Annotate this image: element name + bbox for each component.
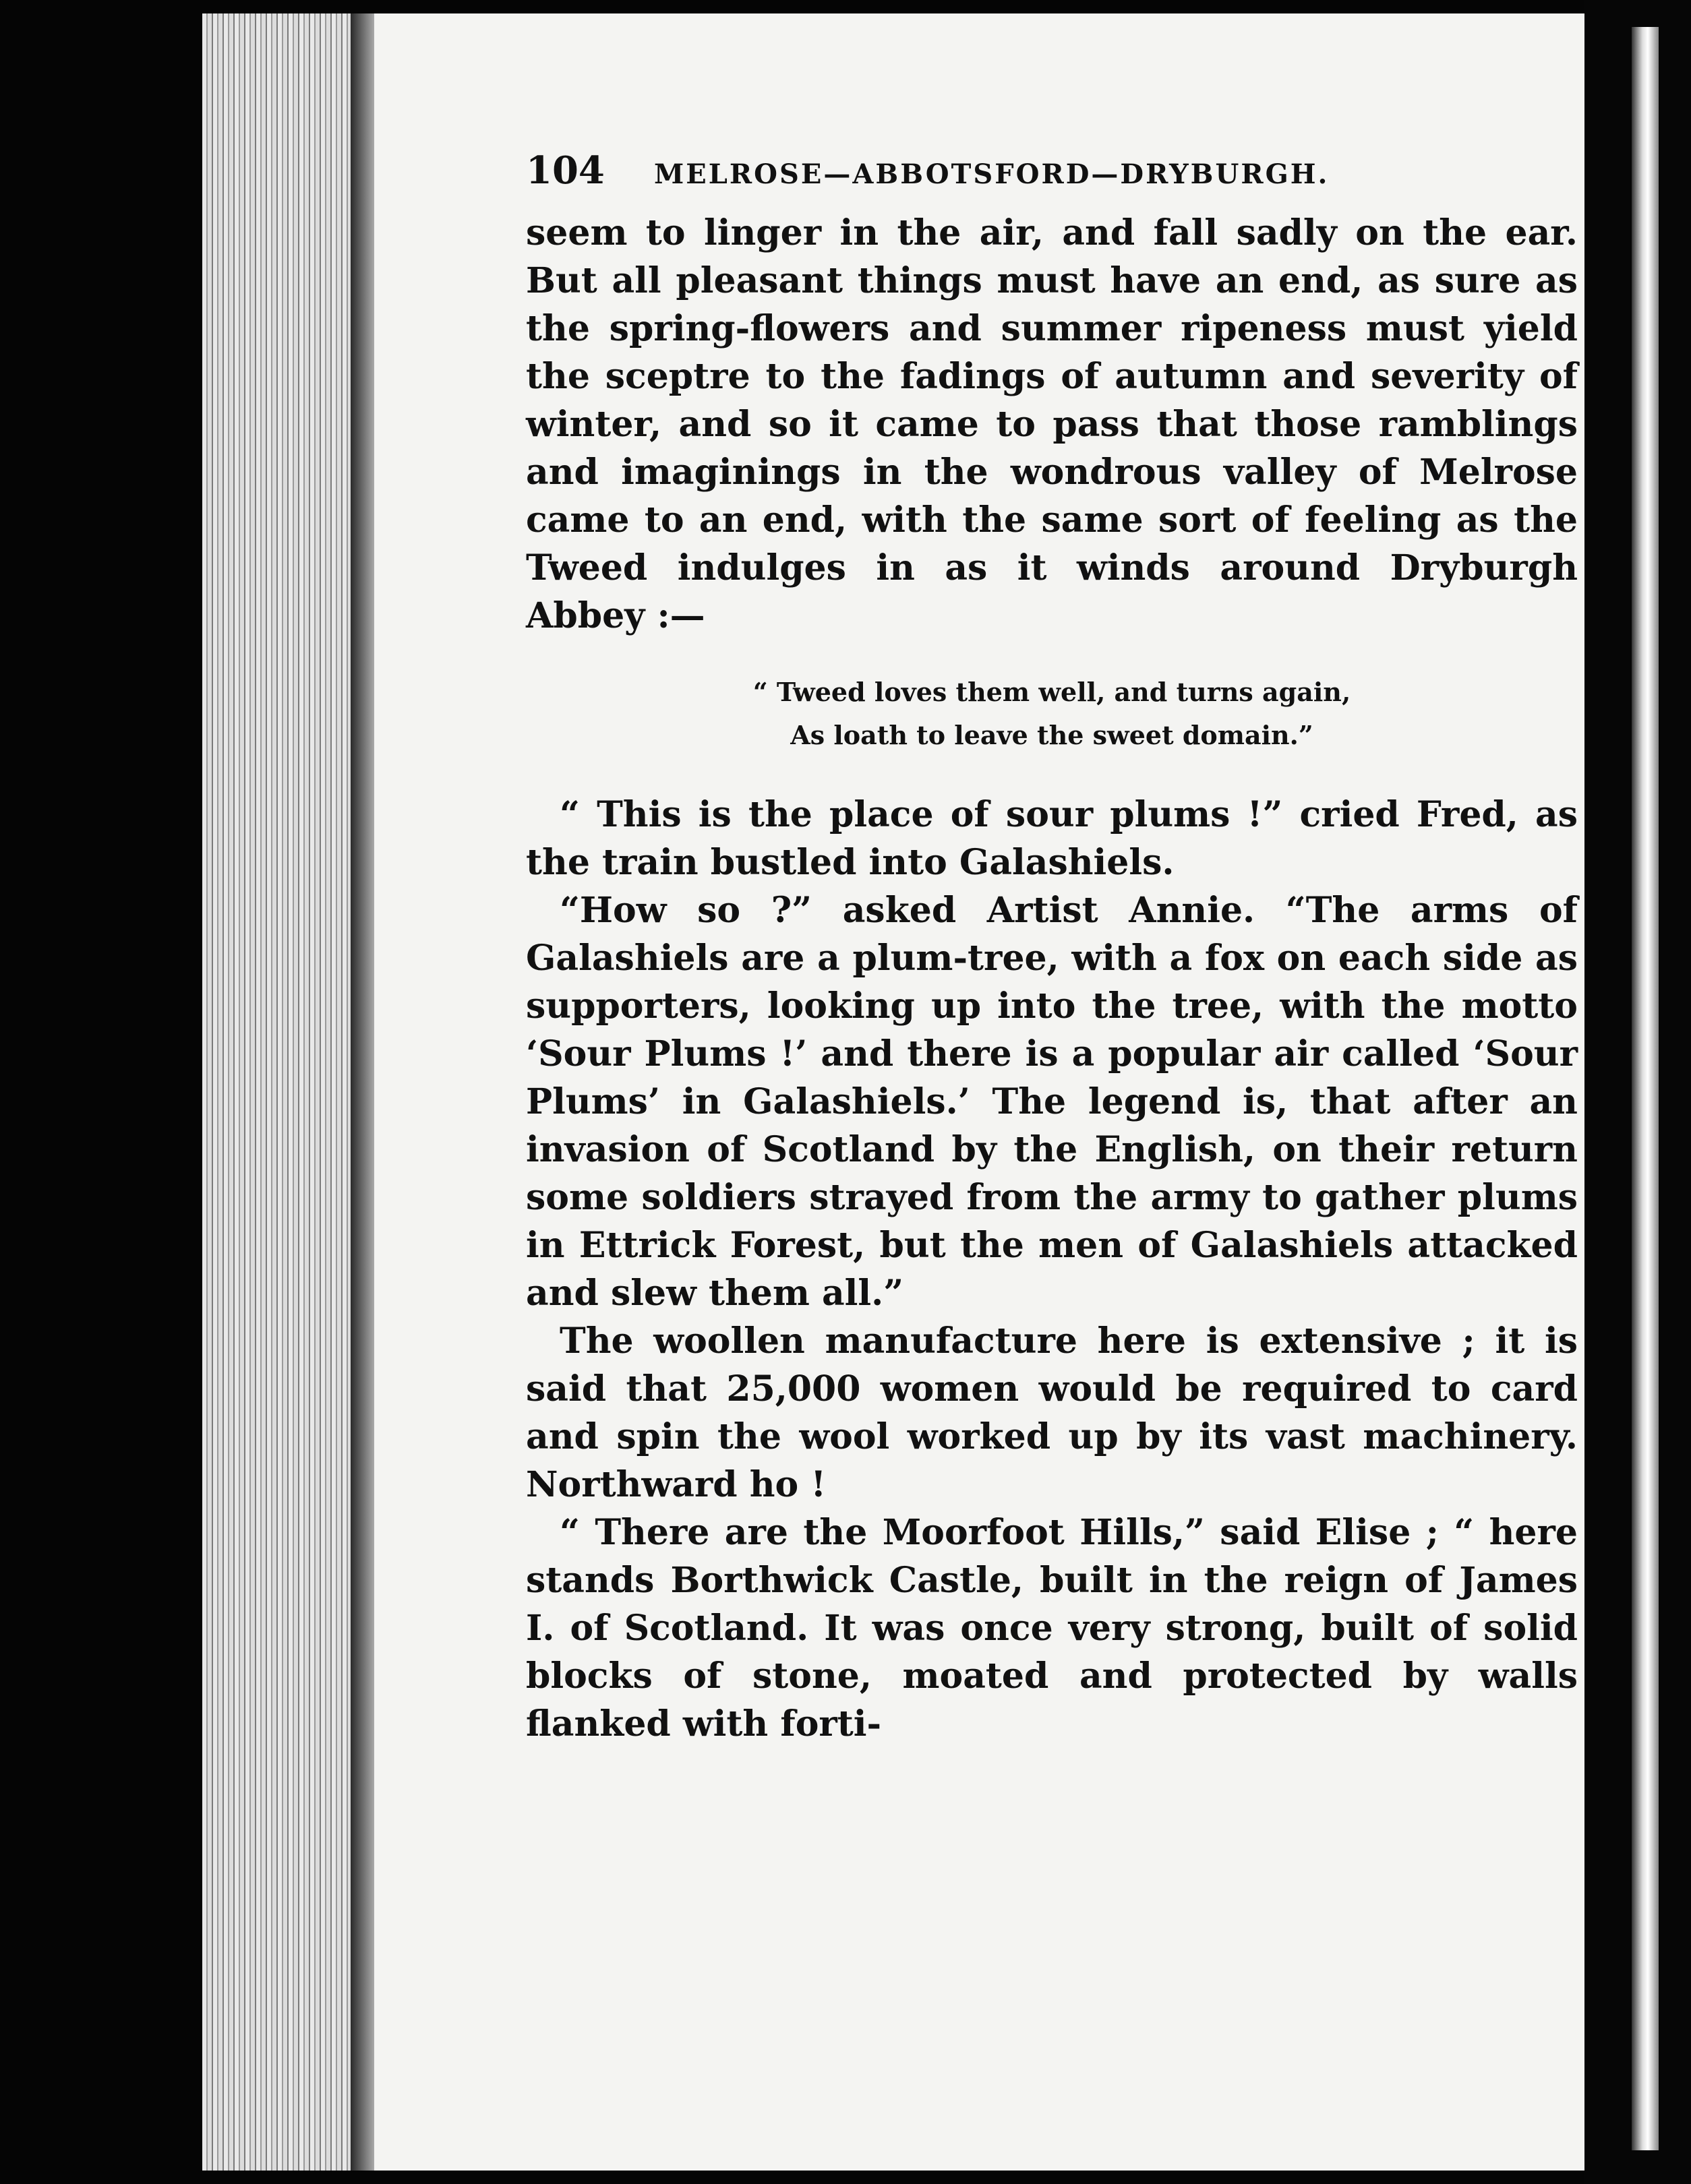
book-page-edges (202, 13, 371, 2171)
page-content (526, 148, 1578, 1748)
gutter-shadow (351, 13, 378, 2171)
paragraph-4: The woollen manufacture here is extensive ; it is said that 25,000 women would be required to card and spin the wool worked up by its vast machinery. Northward ho ! (526, 1321, 1578, 1505)
verse-line-2: As loath to leave the sweet domain.” (790, 720, 1313, 750)
verse-quote (526, 671, 1578, 757)
page-number: 104 (526, 148, 605, 193)
paragraph-2: “ This is the place of sour plums !” cried Fred, as the train bustled into Galashiels. (526, 794, 1578, 883)
page-header (526, 148, 1578, 209)
running-head: MELROSE—ABBOTSFORD—DRYBURGH. (654, 158, 1330, 190)
paragraph-3: “How so ?” asked Artist Annie. “The arms of Galashiels are a plum-tree, with a fox on each side as supporters, looking up into the tree, with the motto ‘Sour Plums !’ and there is a popular air called ‘Sour Plums’ in Galashiels.’ The legend is, that after an invasion of Scotland by the English, on their return some soldiers strayed from the army to gather plums in Ettrick Forest, but the men of Galashiels attacked and slew them all.” (526, 890, 1578, 1314)
right-page-edge (1632, 27, 1659, 2150)
paragraph-5: “ There are the Moorfoot Hills,” said Elise ; “ here stands Borthwick Castle, built in the reign of James I. of Scotland. It was once very strong, built of solid blocks of stone, moated and protected by walls flanked with forti- (526, 1512, 1578, 1745)
verse-line-1: “ Tweed loves them well, and turns again, (752, 677, 1351, 707)
paragraph-1: seem to linger in the air, and fall sadly on the ear. But all pleasant things must have an end, as sure as the spring-flowers and summer ripeness must yield the sceptre to the fadings of autumn and severity of winter, and so it came to pass that those ramblings and imaginings in the wondrous valley of Melrose came to an end, with the same sort of feeling as the Tweed indulges in as it winds around Dryburgh Abbey :— (526, 212, 1578, 636)
